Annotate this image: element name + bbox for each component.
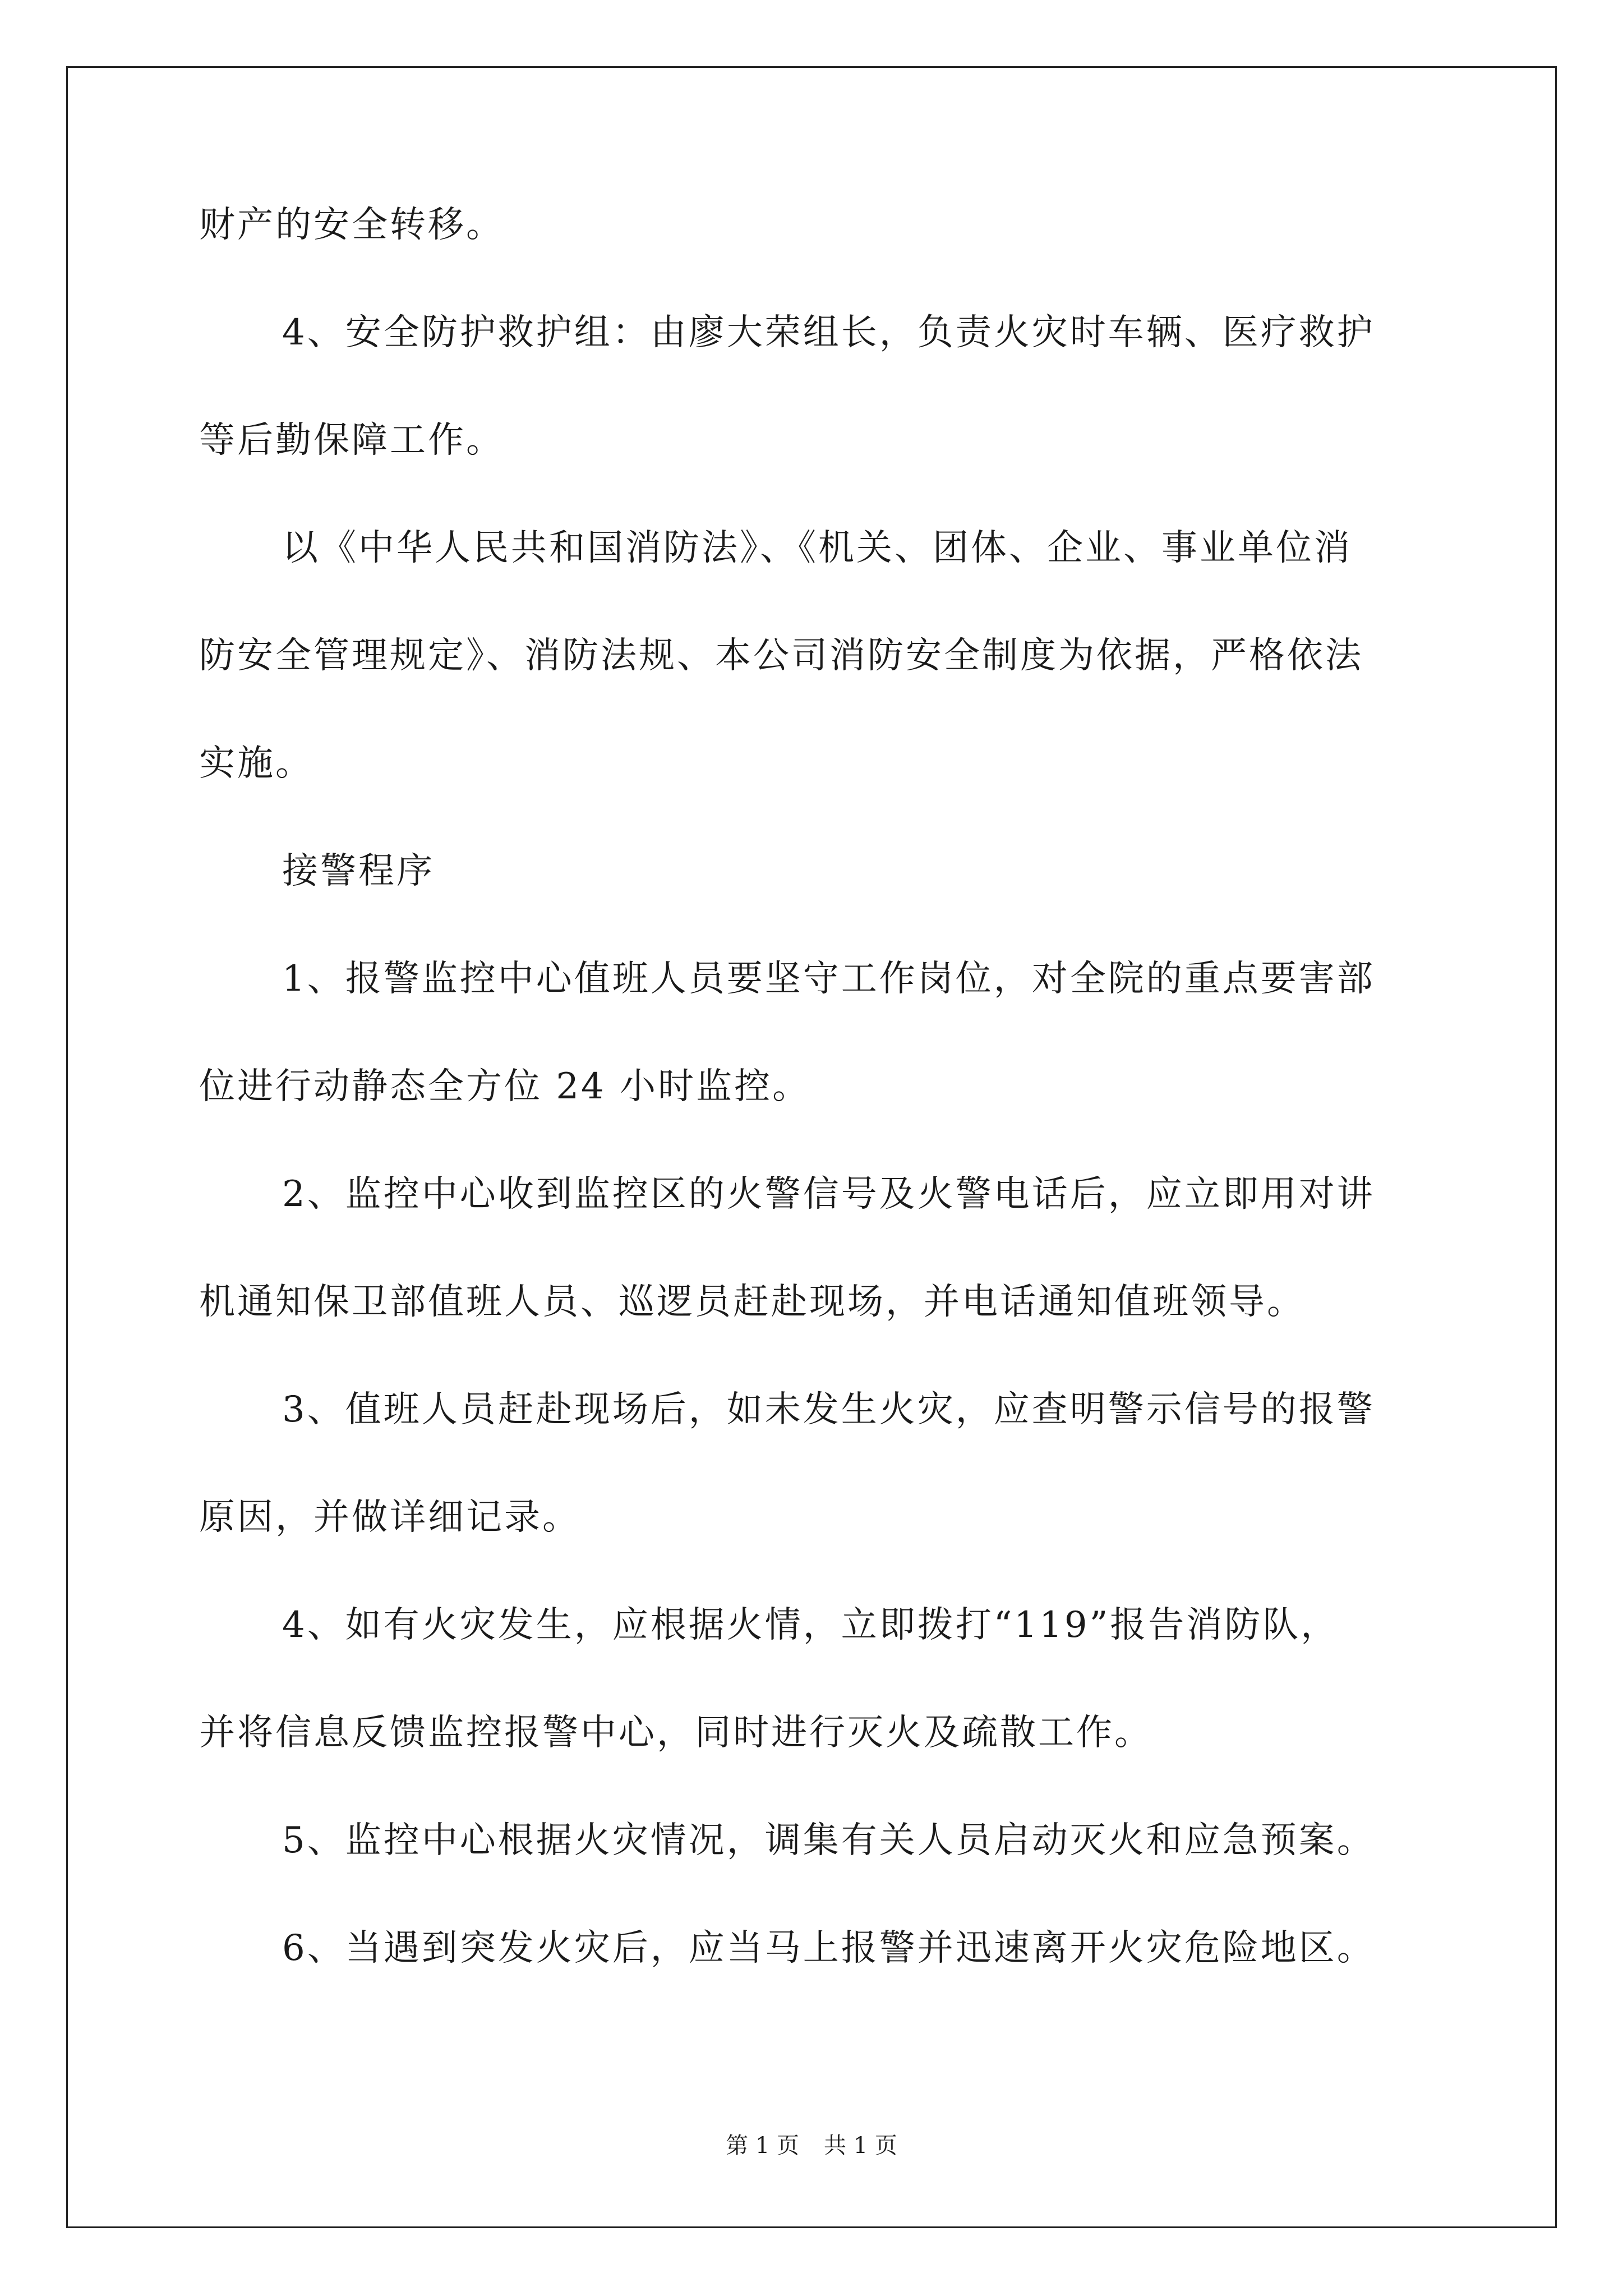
text-line: 5、监控中心根据火灾情况，调集有关人员启动灭火和应急预案。 — [282, 1820, 1375, 1861]
text-line: 防安全管理规定》、消防法规、本公司消防安全制度为依据，严格依法 — [199, 635, 1363, 677]
text-line: 4、安全防护救护组：由廖大荣组长，负责火灾时车辆、医疗救护 — [282, 312, 1375, 353]
section-heading: 接警程序 — [282, 850, 435, 892]
page-number: 第 1 页 — [726, 2133, 799, 2159]
text-line: 1、报警监控中心值班人员要坚守工作岗位，对全院的重点要害部 — [282, 958, 1375, 1000]
text-line: 以《中华人民共和国消防法》、《机关、团体、企业、事业单位消 — [282, 527, 1352, 569]
document-body — [199, 202, 1433, 2033]
text-line: 4、如有火灾发生，应根据火情，立即拨打“119”报告消防队， — [282, 1604, 1339, 1646]
text-line: 并将信息反馈监控报警中心，同时进行灭火及疏散工作。 — [199, 1712, 1152, 1754]
text-line: 实施。 — [199, 743, 313, 784]
text-line: 2、监控中心收到监控区的火警信号及火警电话后，应立即用对讲 — [282, 1174, 1375, 1215]
text-line: 等后勤保障工作。 — [199, 420, 504, 461]
text-line: 原因，并做详细记录。 — [199, 1497, 580, 1538]
text-line: 财产的安全转移。 — [199, 204, 504, 246]
text-line: 机通知保卫部值班人员、巡逻员赶赴现场，并电话通知值班领导。 — [199, 1281, 1305, 1323]
page-total: 共 1 页 — [824, 2133, 897, 2159]
page-footer — [0, 2132, 1623, 2160]
text-line: 位进行动静态全方位 24 小时监控。 — [199, 1066, 811, 1107]
text-line: 3、值班人员赶赴现场后，如未发生火灾，应查明警示信号的报警 — [282, 1389, 1375, 1430]
text-line: 6、当遇到突发火灾后，应当马上报警并迅速离开火灾危险地区。 — [282, 1927, 1375, 1969]
